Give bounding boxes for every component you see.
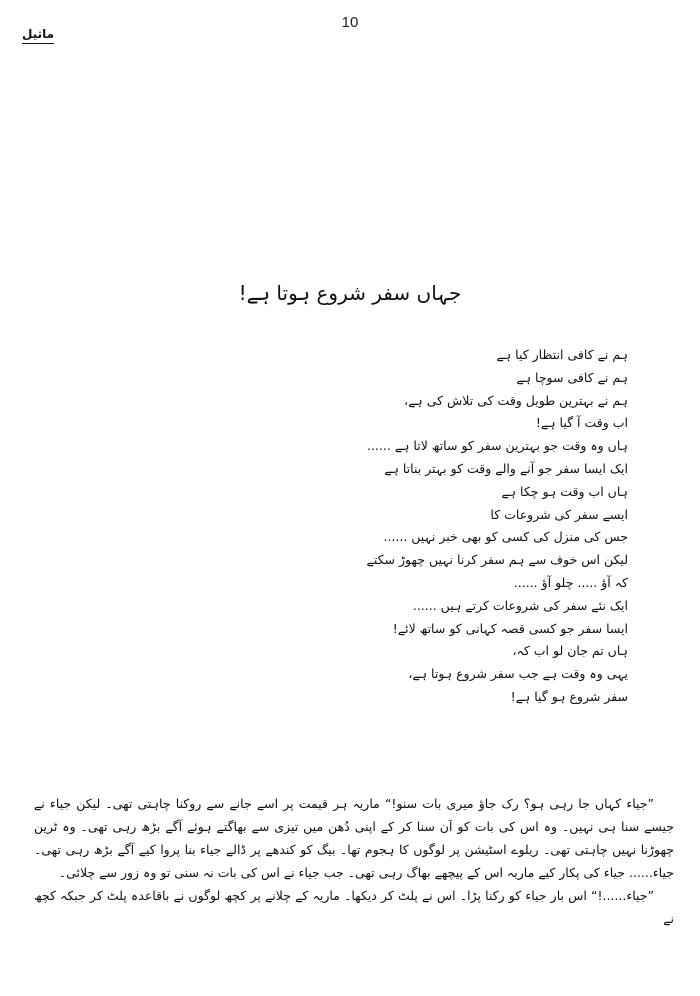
poem-line: کہ آؤ ..... چلو آؤ ......: [513, 574, 628, 590]
poem: [248, 344, 628, 709]
poem-line: ایسے سفر کی شروعات کا: [490, 506, 628, 522]
page-number: 10: [341, 14, 359, 31]
paragraph: ”جیاء......!“ اس بار جیاء کو رکنا پڑا۔ اس نے پلٹ کر دیکھا۔ ماریہ کے چلانے پر کچھ لوگوں نے باقاعدہ پلٹ کر جبکہ کچھ نے: [34, 888, 674, 926]
poem-line: ہاں اب وقت ہو چکا ہے: [501, 483, 628, 499]
poem-line: ہم نے بہترین طویل وقت کی تلاش کی ہے،: [404, 392, 628, 408]
book-side-title: ماثیل: [22, 26, 54, 44]
poem-line: سفر شروع ہو گیا ہے!: [510, 688, 628, 704]
poem-line: ایک ایسا سفر جو آنے والے وقت کو بہتر بناتا ہے: [384, 460, 628, 476]
poem-line: ہاں وہ وقت جو بہترین سفر کو ساتھ لاتا ہے ......: [366, 438, 628, 454]
poem-line: اب وقت آ گیا ہے!: [535, 415, 628, 431]
poem-line: ہاں تم جان لو اب کہ،: [512, 643, 628, 659]
poem-line: لیکن اس خوف سے ہم سفر کرنا نہیں چھوڑ سکتے: [366, 552, 628, 568]
chapter-title: جہاں سفر شروع ہوتا ہے!: [238, 281, 462, 305]
poem-line: جس کی منزل کی کسی کو بھی خبر نہیں ......: [383, 529, 628, 545]
poem-line: ہم نے کافی سوچا ہے: [516, 369, 628, 385]
poem-line: یہی وہ وقت ہے جب سفر شروع ہوتا ہے،: [408, 666, 628, 682]
poem-line: ایسا سفر جو کسی قصہ کہانی کو ساتھ لائے!: [392, 620, 628, 636]
poem-line: ایک نئے سفر کی شروعات کرتے ہیں ......: [412, 597, 628, 613]
story-text: [34, 792, 674, 930]
paragraph: ”جیاء کہاں جا رہی ہو؟ رک جاؤ میری بات سنو!“ ماریہ ہر قیمت پر اسے جانے سے روکنا چاہتی تھی۔ لیکن جیاء نے جیسے سنا ہی نہیں۔ وہ اس کی بات کو اَن سنا کر کے اپنی دُھن میں تیزی سے بھاگتے ہوئے آگے بڑھ رہی تھی۔ وہ ٹرین چھوڑنا نہیں چاہتی تھی۔ ریلوے اسٹیشن پر لوگوں کا ہجوم تھا۔ بیگ کو کندھے پر ڈالے جیاء بنا پروا کیے آگے بڑھ رہی تھی۔ جیاء...... جیاء کی پکار کیے ماریہ اس کے پیچھے بھاگ رہی تھی۔ جب جیاء نے اس کی بات نہ سنی تو وہ زور سے چلائی۔: [34, 796, 674, 880]
poem-line: ہم نے کافی انتظار کیا ہے: [496, 347, 628, 362]
